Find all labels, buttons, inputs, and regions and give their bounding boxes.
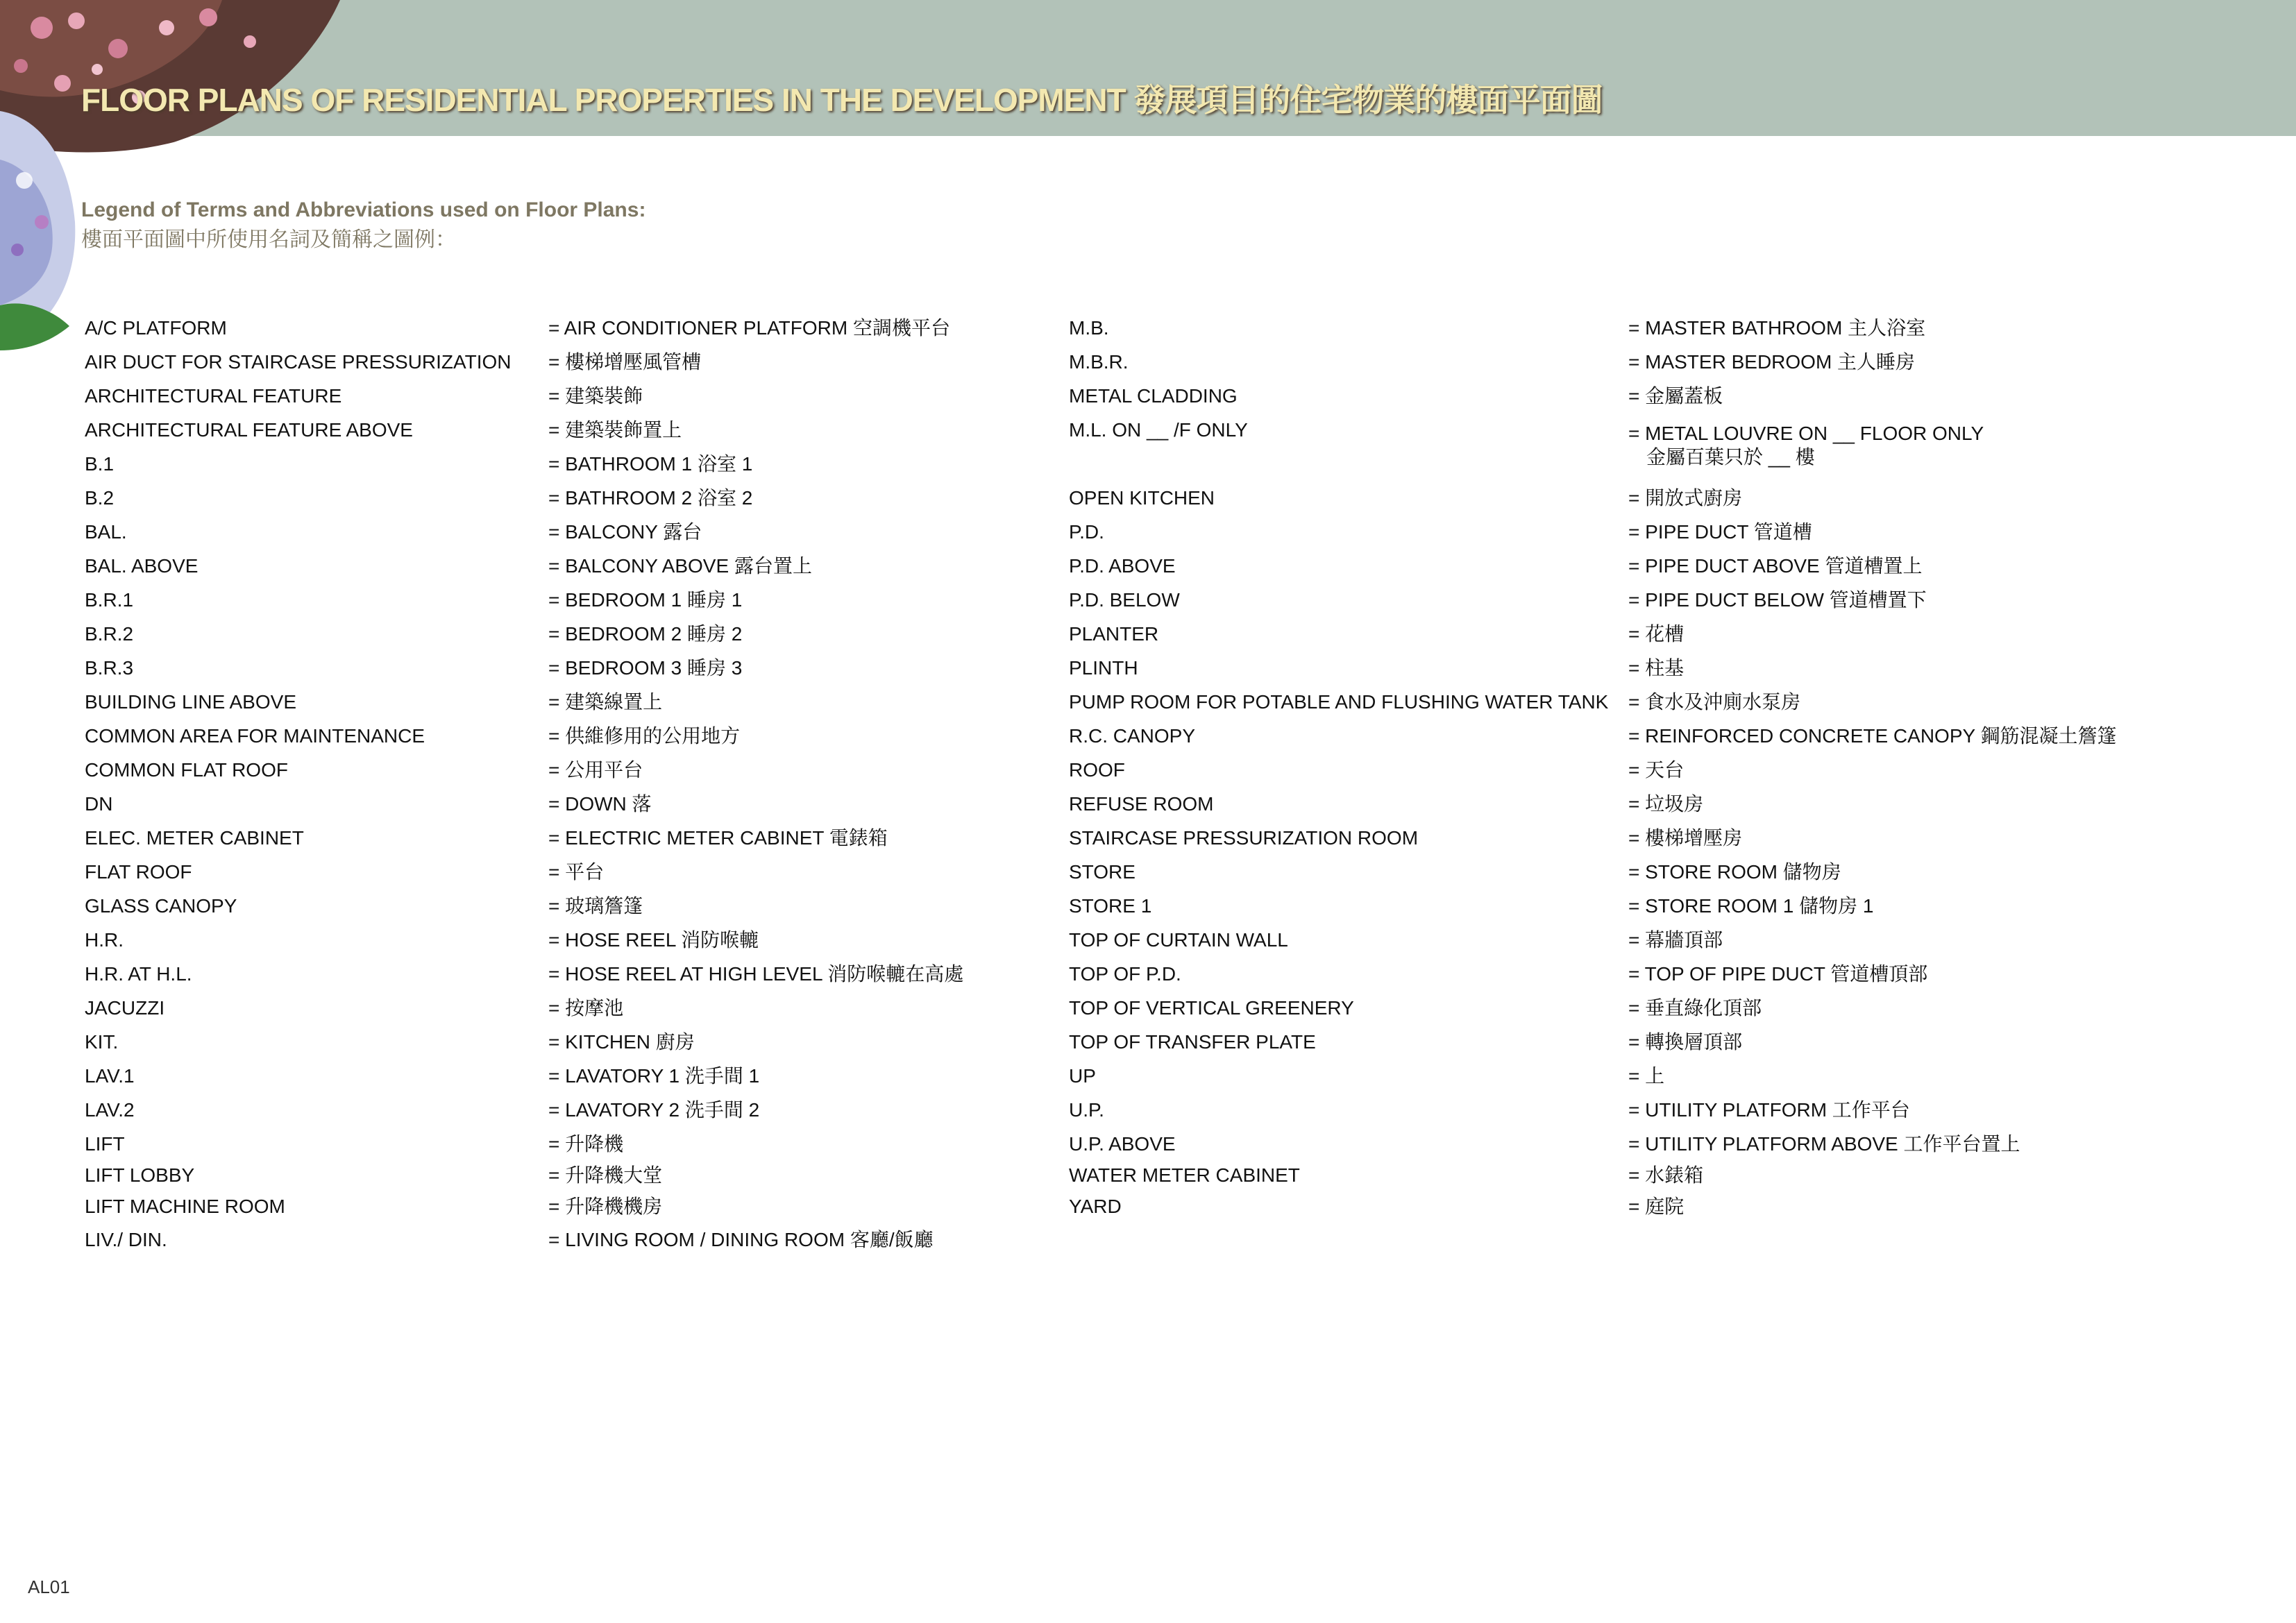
legend-term: B.1 [85,453,115,475]
legend-term: U.P. ABOVE [1069,1133,1176,1155]
legend-definition: = 平台 [548,861,605,883]
legend-term: P.D. BELOW [1069,589,1180,611]
legend-term: TOP OF TRANSFER PLATE [1069,1031,1316,1053]
legend-definition: = LAVATORY 1 洗手間 1 [548,1065,760,1087]
legend-term: PLANTER [1069,623,1159,645]
legend-term: U.P. [1069,1099,1104,1121]
legend-term: P.D. [1069,521,1104,543]
flower-photo-decoration [0,0,347,361]
legend-term: KIT. [85,1031,119,1053]
legend-definition: = 轉換層頂部 [1628,1031,1743,1053]
legend-term: LIV./ DIN. [85,1229,167,1250]
legend-definition: = 花槽 [1628,623,1685,645]
legend-definition: = KITCHEN 廚房 [548,1031,695,1053]
legend-definition: = UTILITY PLATFORM 工作平台 [1628,1099,1910,1121]
legend-definition: = LIVING ROOM / DINING ROOM 客廳/飯廳 [548,1229,934,1250]
legend-definition: = MASTER BATHROOM 主人浴室 [1628,317,1926,339]
legend-definition: = 水錶箱 [1628,1164,1704,1186]
legend-definition: = 開放式廚房 [1628,487,1743,509]
legend-term: COMMON AREA FOR MAINTENANCE [85,725,425,747]
legend-definition: = HOSE REEL AT HIGH LEVEL 消防喉轆在高處 [548,963,964,985]
legend-definition: = BATHROOM 2 浴室 2 [548,487,753,509]
legend-definition: = BALCONY ABOVE 露台置上 [548,555,812,577]
legend-definition-line2: 金屬百葉只於 __ 樓 [1646,446,1815,468]
legend-definition: = 升降機 [548,1133,624,1155]
legend-term: PUMP ROOM FOR POTABLE AND FLUSHING WATER TANK [1069,691,1609,713]
page-number: AL01 [28,1577,70,1597]
legend-definition: = 垂直綠化頂部 [1628,997,1762,1019]
legend-term: M.B.R. [1069,351,1129,373]
legend-term: STORE [1069,861,1136,883]
legend-definition: = HOSE REEL 消防喉轆 [548,929,759,951]
legend-term: LIFT [85,1133,125,1155]
legend-term: FLAT ROOF [85,861,192,883]
legend-term: TOP OF VERTICAL GREENERY [1069,997,1354,1019]
legend-definition: = 柱基 [1628,657,1685,679]
legend-term: B.R.2 [85,623,134,645]
legend-definition: = 食水及沖廁水泵房 [1628,691,1801,713]
legend-definition: = DOWN 落 [548,793,652,815]
legend-definition: = 升降機大堂 [548,1164,663,1186]
legend-term: JACUZZI [85,997,165,1019]
legend-definition: = REINFORCED CONCRETE CANOPY 鋼筋混凝土簷篷 [1628,725,2117,747]
legend-definition: = ELECTRIC METER CABINET 電錶箱 [548,827,888,849]
legend-term: STAIRCASE PRESSURIZATION ROOM [1069,827,1419,849]
legend-term: ARCHITECTURAL FEATURE [85,385,342,407]
legend-term: H.R. AT H.L. [85,963,192,985]
legend-definition: = PIPE DUCT BELOW 管道槽置下 [1628,589,1927,611]
legend-definition: = PIPE DUCT 管道槽 [1628,521,1812,543]
legend-term: R.C. CANOPY [1069,725,1196,747]
legend-term: COMMON FLAT ROOF [85,759,288,781]
legend-term: TOP OF P.D. [1069,963,1181,985]
legend-term: LIFT MACHINE ROOM [85,1196,285,1217]
legend-definition: = BEDROOM 1 睡房 1 [548,589,743,611]
legend-definition: = AIR CONDITIONER PLATFORM 空調機平台 [548,317,950,339]
legend-term: BAL. [85,521,127,543]
legend-definition: = 建築裝飾 [548,385,643,407]
legend-term: TOP OF CURTAIN WALL [1069,929,1288,951]
legend-term: LIFT LOBBY [85,1164,195,1186]
legend-term: YARD [1069,1196,1122,1217]
legend-term: M.L. ON __ /F ONLY [1069,419,1248,441]
legend-definition: = TOP OF PIPE DUCT 管道槽頂部 [1628,963,1928,985]
legend-definition: = STORE ROOM 1 儲物房 1 [1628,895,1874,917]
legend-definition: = 玻璃簷篷 [548,895,643,917]
legend-term: STORE 1 [1069,895,1152,917]
legend-definition: = 幕牆頂部 [1628,929,1723,951]
legend-definition: = 上 [1628,1065,1665,1087]
legend-term: BUILDING LINE ABOVE [85,691,296,713]
legend-definition: = 升降機機房 [548,1196,663,1217]
legend-term: LAV.2 [85,1099,135,1121]
legend-term: ELEC. METER CABINET [85,827,304,849]
legend-term: GLASS CANOPY [85,895,237,917]
legend-definition: = 庭院 [1628,1196,1685,1217]
legend-definition: = METAL LOUVRE ON __ FLOOR ONLY [1628,423,1984,444]
legend-definition: = BEDROOM 2 睡房 2 [548,623,743,645]
legend-term: ARCHITECTURAL FEATURE ABOVE [85,419,413,441]
legend-definition: = 建築裝飾置上 [548,419,682,441]
legend-term: ROOF [1069,759,1125,781]
legend-term: A/C PLATFORM [85,317,227,339]
page-title: FLOOR PLANS OF RESIDENTIAL PROPERTIES IN THE DEVELOPMENT 發展項目的住宅物業的樓面平面圖 [81,82,1603,118]
legend-term: H.R. [85,929,124,951]
legend-definition: = STORE ROOM 儲物房 [1628,861,1841,883]
legend-definition: = 建築線置上 [548,691,663,713]
legend-definition: = 金屬蓋板 [1628,385,1723,407]
legend-term: P.D. ABOVE [1069,555,1176,577]
legend-term: B.R.1 [85,589,134,611]
legend-definition: = 垃圾房 [1628,793,1704,815]
legend-term: LAV.1 [85,1065,135,1087]
legend-term: PLINTH [1069,657,1138,679]
legend-definition: = 樓梯增壓風管槽 [548,351,702,373]
legend-definition: = PIPE DUCT ABOVE 管道槽置上 [1628,555,1923,577]
legend-term: DN [85,793,113,815]
legend-definition: = 樓梯增壓房 [1628,827,1743,849]
legend-definition: = LAVATORY 2 洗手間 2 [548,1099,760,1121]
legend-term: B.2 [85,487,115,509]
legend-definition: = 公用平台 [548,759,643,781]
legend-definition: = 按摩池 [548,997,624,1019]
legend-definition: = BATHROOM 1 浴室 1 [548,453,753,475]
legend-term: M.B. [1069,317,1109,339]
legend-term: WATER METER CABINET [1069,1164,1300,1186]
legend-term: AIR DUCT FOR STAIRCASE PRESSURIZATION [85,351,512,373]
legend-term: UP [1069,1065,1096,1087]
legend-definition: = 天台 [1628,759,1685,781]
legend-definition: = BALCONY 露台 [548,521,702,543]
legend-term: OPEN KITCHEN [1069,487,1215,509]
legend-term: B.R.3 [85,657,134,679]
legend-term: BAL. ABOVE [85,555,199,577]
legend-term: REFUSE ROOM [1069,793,1214,815]
legend-definition: = BEDROOM 3 睡房 3 [548,657,743,679]
legend-definition: = 供維修用的公用地方 [548,725,741,747]
legend-term: METAL CLADDING [1069,385,1238,407]
legend-definition: = MASTER BEDROOM 主人睡房 [1628,351,1916,373]
legend-heading-en: Legend of Terms and Abbreviations used on Floor Plans: [81,198,646,221]
legend-heading-zh: 樓面平面圖中所使用名詞及簡稱之圖例： [81,228,456,251]
legend-definition: = UTILITY PLATFORM ABOVE 工作平台置上 [1628,1133,2020,1155]
